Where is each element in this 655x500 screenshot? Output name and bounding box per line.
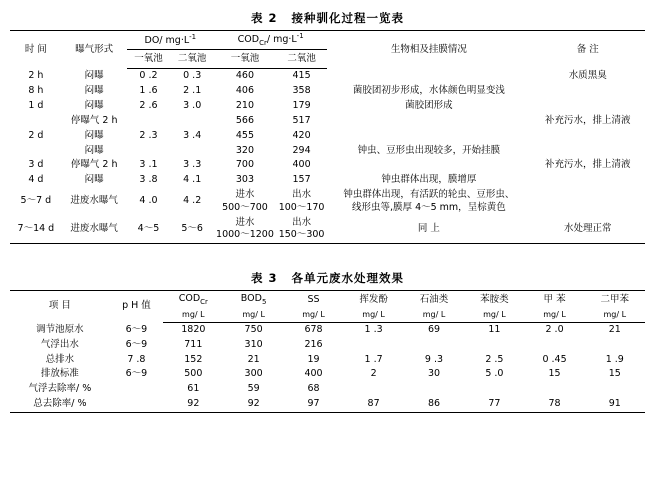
cell-note: 水质黑臭 xyxy=(568,70,607,82)
table-row xyxy=(10,69,645,84)
cell-bio: 钟虫、豆形虫出现较多，开始挂膜 xyxy=(357,144,501,156)
table-row xyxy=(10,397,645,412)
cell-bio: 钟虫群体出现，膜增厚 xyxy=(381,174,477,186)
cell-note: 补充污水，排上清液 xyxy=(544,114,631,126)
table2-body xyxy=(10,69,645,244)
cell-time: 4 d xyxy=(28,174,44,186)
cell-xylene xyxy=(585,338,645,353)
cell-toluene: 0 .45 xyxy=(542,353,567,365)
cell-toluene: 15 xyxy=(548,368,561,380)
table3-title-number: 表 3 xyxy=(250,271,278,286)
cell-note: 水处理正常 xyxy=(530,216,645,244)
cell-aeration-form: 进废水曝气 xyxy=(62,216,127,244)
cell-note xyxy=(530,173,645,188)
cell-bio: 菌胶团初步形成，水体颜色明显变浅 xyxy=(352,85,505,97)
cell-cod-pool1: 320 xyxy=(235,144,255,156)
cell-oil: 9 .3 xyxy=(424,353,444,365)
unit-label: mg/ L xyxy=(284,309,344,322)
cell-phenol xyxy=(343,382,403,397)
cell-aniline xyxy=(464,382,524,397)
cell-cod-pool2: 157 xyxy=(292,174,311,186)
header-aeration: 曝气形式 xyxy=(62,31,127,69)
header-cod-pool1: 一氧池 xyxy=(214,50,276,69)
table3-title xyxy=(10,270,645,286)
table-row xyxy=(10,173,645,188)
cell-do-pool1: 2 .3 xyxy=(139,129,158,141)
cell-xylene: 21 xyxy=(608,324,621,336)
cell-toluene xyxy=(525,338,585,353)
cell-cod-pool2: 出水 150～300 xyxy=(276,216,327,244)
cell-time: 7～14 d xyxy=(10,216,62,244)
cell-do-pool2: 5～6 xyxy=(170,216,214,244)
cell-aeration-form: 闷曝 xyxy=(84,70,104,82)
table2-title-number: 表 2 xyxy=(250,11,278,25)
cell-time: 2 h xyxy=(28,70,44,82)
cell-cod-pool1: 455 xyxy=(235,129,255,141)
header-time: 时 间 xyxy=(10,31,62,69)
unit-label: mg/ L xyxy=(464,309,524,322)
cell-cod: 711 xyxy=(184,338,203,350)
cell-time: 2 d xyxy=(28,129,44,141)
cell-aniline xyxy=(464,338,524,353)
cell-item: 总排水 xyxy=(45,353,75,365)
cell-cod-pool2: 415 xyxy=(292,70,311,82)
cell-do-pool2: 0 .3 xyxy=(183,70,202,82)
cell-item: 调节池原水 xyxy=(36,323,84,335)
cell-do-pool1: 4 .0 xyxy=(139,195,158,207)
unit-label: mg/ L xyxy=(404,309,464,322)
table-row xyxy=(10,129,645,144)
header-do-pool2: 二氧池 xyxy=(170,50,214,69)
cell-aeration-form: 闷曝 xyxy=(84,144,104,156)
cell-bod: 750 xyxy=(244,324,263,336)
cell-do-pool1: 3 .1 xyxy=(139,159,158,171)
cell-bod: 92 xyxy=(224,397,284,412)
cell-cod-pool2: 420 xyxy=(292,129,311,141)
cell-aniline: 77 xyxy=(464,397,524,412)
header-cod-label: COD xyxy=(237,34,260,46)
cell-do-pool1: 4～5 xyxy=(127,216,171,244)
cell-ph: 6～9 xyxy=(125,368,148,380)
cell-ph xyxy=(110,397,163,412)
cell-cod-pool1: 460 xyxy=(235,70,255,82)
cell-cod: 500 xyxy=(184,368,203,380)
cell-xylene xyxy=(585,382,645,397)
table3-header-row xyxy=(10,291,645,310)
cell-phenol: 1 .7 xyxy=(364,353,383,365)
cell-xylene: 15 xyxy=(608,368,621,380)
cell-bod: 310 xyxy=(244,338,263,350)
cell-bod: 21 xyxy=(247,353,260,365)
cell-time xyxy=(10,114,62,129)
cell-cod-pool1: 566 xyxy=(235,114,255,126)
cell-aniline: 5 .0 xyxy=(485,368,504,380)
cell-cod: 61 xyxy=(187,383,200,395)
cell-xylene: 1 .9 xyxy=(605,353,624,365)
cell-cod-pool2: 294 xyxy=(292,144,311,156)
header-bod-subscript: 5 xyxy=(261,297,267,306)
cell-aeration-form: 进废水曝气 xyxy=(70,195,118,207)
header-aniline: 苯胺类 xyxy=(464,291,524,310)
cell-aniline: 11 xyxy=(488,324,501,336)
cell-toluene: 2 .0 xyxy=(545,324,564,336)
cell-note xyxy=(530,99,645,114)
cell-cod-pool1: 210 xyxy=(235,100,255,112)
header-cod-subscript: Cr xyxy=(200,297,208,306)
cell-do-pool1: 0 .2 xyxy=(139,70,158,82)
cell-phenol: 87 xyxy=(343,397,403,412)
cell-do-pool2: 2 .1 xyxy=(183,85,202,97)
cell-do-pool1: 2 .6 xyxy=(139,100,158,112)
cell-do-pool1 xyxy=(127,114,171,129)
table-row xyxy=(10,188,645,216)
cell-bod: 300 xyxy=(244,368,263,380)
header-xylene: 二甲苯 xyxy=(585,291,645,310)
header-toluene: 甲 苯 xyxy=(525,291,585,310)
header-cod-sub: Cr xyxy=(259,39,267,48)
cell-item: 排放标准 xyxy=(40,368,79,380)
table2-title xyxy=(10,10,645,26)
cell-do-pool1: 1 .6 xyxy=(139,85,158,97)
cell-time: 5～7 d xyxy=(20,195,52,207)
cell-do-pool2: 3 .3 xyxy=(183,159,202,171)
cell-do-pool2: 3 .4 xyxy=(183,129,202,141)
cell-item: 气浮去除率/ % xyxy=(28,383,92,395)
header-bio: 生物相及挂膜情况 xyxy=(327,31,530,69)
cell-cod-pool2: 179 xyxy=(292,100,311,112)
header-note: 备 注 xyxy=(530,31,645,69)
cell-cod-pool2: 358 xyxy=(292,85,311,97)
cell-note: 补充污水，排上清液 xyxy=(544,159,631,171)
table-row xyxy=(10,323,645,338)
header-oil: 石油类 xyxy=(404,291,464,310)
header-phenol: 挥发酚 xyxy=(343,291,403,310)
table3-body xyxy=(10,323,645,413)
header-do-label: DO/ mg·L xyxy=(144,34,190,46)
cell-aeration-form: 闷曝 xyxy=(84,129,104,141)
cell-note xyxy=(530,144,645,159)
cell-do-pool2 xyxy=(170,144,214,159)
cell-bio xyxy=(327,129,530,144)
cell-cod-pool2: 出水 100～170 xyxy=(278,188,325,213)
cell-do-pool1 xyxy=(127,144,171,159)
header-do-group xyxy=(127,31,214,50)
header-bod xyxy=(224,291,284,310)
cell-ss: 216 xyxy=(304,338,323,350)
cell-aeration-form: 停曝气 2 h xyxy=(70,159,118,171)
table2-header-row-1 xyxy=(10,31,645,50)
header-cod xyxy=(163,291,223,310)
cell-cod-pool1: 303 xyxy=(235,174,255,186)
table-row xyxy=(10,353,645,368)
cell-cod-pool1: 进水 1000～1200 xyxy=(214,216,276,244)
table-row xyxy=(10,144,645,159)
cell-do-pool2: 4 .2 xyxy=(183,195,202,207)
cell-bod: 59 xyxy=(247,383,260,395)
cell-oil: 69 xyxy=(427,324,441,336)
table-row xyxy=(10,338,645,353)
cell-cod-pool2: 517 xyxy=(292,114,311,126)
table-row xyxy=(10,367,645,382)
cell-oil: 86 xyxy=(404,397,464,412)
cell-time xyxy=(10,144,62,159)
cell-cod-pool1: 进水 500～700 xyxy=(222,188,268,213)
header-cod-text: COD xyxy=(178,293,201,305)
cell-note xyxy=(530,188,645,216)
cell-bio xyxy=(327,114,530,129)
header-do-sup: -1 xyxy=(189,32,197,41)
table-row xyxy=(10,382,645,397)
cell-aeration-form: 闷曝 xyxy=(84,85,104,97)
table2-title-text: 接种驯化过程一览表 xyxy=(291,11,404,25)
header-cod-pool2: 二氧池 xyxy=(276,50,327,69)
cell-bio: 钟虫群体出现，有活跃的轮虫、豆形虫、 线形虫等,膜厚 4～5 mm，呈棕黄色 xyxy=(343,188,515,213)
cell-note xyxy=(530,84,645,99)
cell-xylene: 91 xyxy=(585,397,645,412)
treatment-effect-table xyxy=(10,290,645,413)
cell-bio xyxy=(327,158,530,173)
cell-aniline: 2 .5 xyxy=(485,353,504,365)
cell-do-pool2: 3 .0 xyxy=(183,100,202,112)
header-item: 项 目 xyxy=(10,291,110,323)
cell-do-pool2: 4 .1 xyxy=(183,174,202,186)
cell-phenol: 2 xyxy=(370,368,377,380)
cell-oil xyxy=(404,338,464,353)
header-bod-text: BOD xyxy=(240,293,262,305)
header-ph: p H 值 xyxy=(110,291,163,323)
header-ss: SS xyxy=(284,291,344,310)
cell-bio: 菌胶团形成 xyxy=(405,100,453,112)
cell-cod-pool1: 700 xyxy=(235,159,255,171)
cell-bio xyxy=(327,69,530,84)
header-cod-sup: -1 xyxy=(296,32,304,40)
cell-ss: 19 xyxy=(307,353,320,365)
cell-ss: 678 xyxy=(304,324,323,336)
cell-aeration-form: 闷曝 xyxy=(84,100,104,112)
cell-cod: 152 xyxy=(184,353,203,365)
cell-cod: 92 xyxy=(163,397,223,412)
cell-toluene: 78 xyxy=(525,397,585,412)
table-row xyxy=(10,216,645,244)
cell-ph xyxy=(110,382,163,397)
unit-label: mg/ L xyxy=(585,309,645,322)
cell-cod-pool2: 400 xyxy=(292,159,311,171)
cell-ss: 97 xyxy=(284,397,344,412)
cell-ss: 400 xyxy=(304,368,323,380)
cell-bio: 同 上 xyxy=(327,216,530,244)
table-row xyxy=(10,99,645,114)
cell-do-pool2 xyxy=(170,114,214,129)
cell-oil xyxy=(404,382,464,397)
unit-label: mg/ L xyxy=(343,309,403,322)
cell-ph: 7 .8 xyxy=(127,353,146,365)
cell-cod-pool1: 406 xyxy=(235,85,255,97)
unit-label: mg/ L xyxy=(224,309,284,322)
table-row xyxy=(10,114,645,129)
cell-note xyxy=(530,129,645,144)
cell-phenol xyxy=(343,338,403,353)
cell-ph: 6～9 xyxy=(125,338,148,350)
cell-item: 总去除率/ % xyxy=(10,397,110,412)
cell-do-pool1: 3 .8 xyxy=(139,174,158,186)
table-row xyxy=(10,158,645,173)
cell-aeration-form: 闷曝 xyxy=(84,174,104,186)
acclimation-table xyxy=(10,30,645,244)
cell-time: 3 d xyxy=(28,159,44,171)
header-cod-group xyxy=(214,31,327,50)
cell-aeration-form: 停曝气 2 h xyxy=(70,114,118,126)
cell-ph: 6～9 xyxy=(125,323,148,335)
cell-cod: 1820 xyxy=(181,324,206,336)
cell-item: 气浮出水 xyxy=(40,338,79,350)
header-do-pool1: 一氧池 xyxy=(127,50,171,69)
cell-toluene xyxy=(525,382,585,397)
table-row xyxy=(10,84,645,99)
cell-phenol: 1 .3 xyxy=(364,324,383,336)
cell-time: 1 d xyxy=(28,100,44,112)
unit-label: mg/ L xyxy=(525,309,585,322)
header-cod-unit: / mg·L xyxy=(266,34,297,46)
cell-oil: 30 xyxy=(427,368,441,380)
table3-title-text: 各单元废水处理效果 xyxy=(291,271,404,286)
cell-time: 8 h xyxy=(28,85,44,97)
cell-ss: 68 xyxy=(307,383,320,395)
unit-label: mg/ L xyxy=(163,309,223,322)
